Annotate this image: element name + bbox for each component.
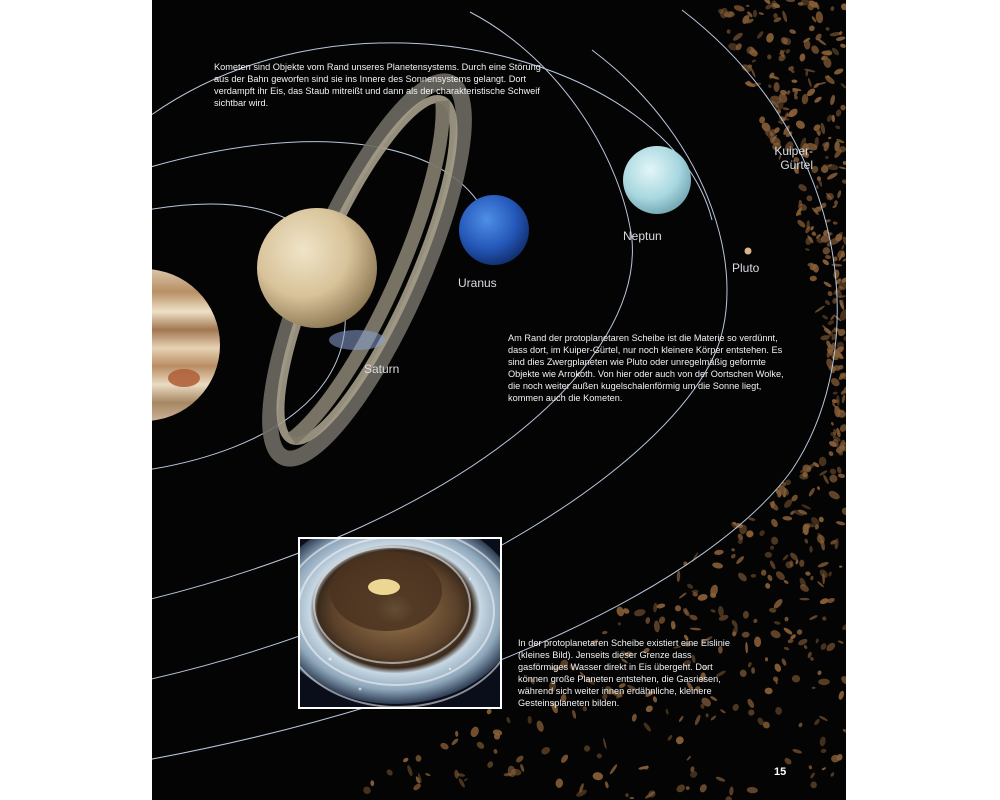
kuiper-rock [836,520,846,526]
kuiper-rock [748,709,755,716]
kuiper-rock [742,631,750,637]
kuiper-rock [838,690,845,700]
kuiper-rock [464,778,469,782]
kuiper-rock [783,626,794,635]
kuiper-rock [773,663,782,673]
kuiper-rock [831,422,835,426]
kuiper-rock [792,748,803,754]
kuiper-rock [817,561,829,569]
kuiper-rock [827,489,841,501]
kuiper-rock [812,687,816,689]
pluto-planet [745,248,752,255]
kuiper-rock [527,716,532,724]
kuiper-rock [758,12,764,16]
kuiper-rock [412,782,422,791]
kuiper-rock [825,254,832,259]
comets-paragraph: Kometen sind Objekte vom Rand unseres Planetensystems. Durch eine Störung aus der Bahn geworfen sind sie ins Innere des Sonnensystems gelangt. Dort verdampft ihr Eis, das Staub mitreißt und dann als der charakteristische Schweif sichtbar wird. [214,62,541,108]
kuiper-rock [676,570,680,582]
kuiper-rock [645,617,651,624]
kuiper-rock [772,676,779,683]
kuiper-rock [833,269,840,279]
kuiper-rock [745,642,748,654]
book-page [152,0,846,800]
kuiper-rock [782,516,792,521]
kuiper-label-line1: Kuiper- [774,144,813,158]
kuiper-rock [799,53,806,62]
kuiper-rock [833,67,844,76]
kuiper-rock [818,516,824,523]
kuiper-rock [839,565,842,567]
kuiper-rock [475,740,485,750]
kuiper-rock [726,29,730,34]
kuiper-rock [829,467,837,475]
kuiper-rock [809,614,818,621]
saturn-planet [234,61,499,479]
kuiper-rock [675,783,687,794]
kuiper-rock [813,718,820,726]
kuiper-rock [834,538,839,549]
kuiper-rock [783,757,792,766]
kuiper-rock [758,529,766,537]
kuiper-rock [710,609,716,614]
kuiper-rock [828,450,835,457]
kuiper-rock [743,611,750,619]
kuiper-rock [690,627,702,630]
kuiper-rock [828,473,839,484]
kuiper-rock [730,553,737,559]
kuiper-rock [766,574,773,582]
kuiper-rock [791,79,797,83]
neptune-label: Neptun [623,229,662,243]
kuiper-rock [617,622,621,626]
kuiper-rock [736,571,748,583]
jupiter-planet [152,269,220,421]
kuiper-rock [540,745,551,755]
kuiper-rock [729,786,734,796]
kuiper-rock [818,715,828,722]
kuiper-rock [560,753,570,764]
kuiper-rock [764,582,771,589]
page-number: 15 [774,766,787,778]
kuiper-rock [819,642,827,651]
kuiper-rock [825,155,830,159]
kuiper-rock [604,781,609,789]
kuiper-rock [486,760,494,769]
kuiper-rock [819,457,827,467]
kuiper-rock [841,394,846,403]
kuiper-rock [840,2,846,11]
kuiper-rock [685,785,690,790]
neptune-planet [623,146,691,214]
kuiper-rock [753,10,757,18]
kuiper-rock [810,576,814,581]
kuiper-rock [720,709,727,714]
kuiper-rock [789,28,797,34]
kuiper-rock [735,555,745,565]
kuiper-rock [609,764,618,776]
kuiper-rock [808,765,812,770]
kuiper-rock [826,171,838,181]
kuiper-rock [842,728,846,733]
kuiper-rock [615,606,625,618]
kuiper-rock [840,82,846,89]
uranus-label: Uranus [458,276,497,290]
kuiper-rock [748,517,756,522]
kuiper-label-line2: Gürtel [780,158,813,172]
kuiper-rock [810,276,818,282]
kuiper-rock [746,5,750,7]
kuiper-rock [805,571,811,576]
kuiper-rock [817,38,827,46]
kuiper-rock [764,552,772,559]
kuiper-rock [656,603,666,609]
kuiper-rock [706,713,709,717]
kuiper-rock [820,748,826,753]
kuiper-rock [804,68,816,73]
kuiper-rock [835,36,845,42]
kuiper-rock [819,597,829,605]
kuiper-rock [799,560,804,568]
kuiper-rock [506,717,511,724]
kuiper-rock [715,776,726,783]
kuiper-rock [821,616,827,622]
kuiper-rock [803,644,808,649]
kuiper-rock [698,783,708,794]
kuiper-rock [843,336,846,341]
kuiper-rock [686,755,692,761]
kuiper-rock [825,641,837,653]
kuiper-rock [486,708,493,715]
kuiper-rock [769,545,774,551]
kuiper-rock [765,657,768,661]
kuiper-rock [801,504,812,511]
kuiper-rock [831,115,835,123]
kuiper-rock [751,59,756,63]
kuiper-rock [837,190,842,199]
kuiper-rock [837,640,844,645]
kuiper-rock [731,626,739,638]
kuiper-rock [425,772,431,776]
kuiper-rock [821,246,831,256]
kuiper-rock [809,772,815,780]
kuiper-rock [807,78,812,88]
kuiper-rock [808,24,816,32]
kuiper-rock [781,658,788,667]
kuiper-belt-paragraph: Am Rand der protoplanetaren Scheibe ist die Materie so verdünnt, dass dort, im Kuiper-Gürtel, nur noch kleinere Körper entstehen. Es sind dies Zwergplaneten wie Pluto oder unregelmäßig geformte Objekte wie Arrokoth. Von hier oder auch von der Oortschen Wolke, die noch weiter außen kugelschalenförmig um die Sonne liegt, kommen auch die Kometen. [508,333,784,403]
kuiper-rock [731,548,735,552]
kuiper-rock [710,715,717,721]
kuiper-rock [783,579,789,584]
kuiper-rock [840,104,846,110]
kuiper-rock [535,720,545,733]
kuiper-rock [769,560,777,570]
kuiper-rock [767,84,772,89]
kuiper-rock [819,736,826,747]
kuiper-rock [830,314,836,321]
saturn-label: Saturn [364,362,400,376]
kuiper-rock [753,618,759,624]
kuiper-rock [665,708,669,715]
kuiper-rock [798,722,803,728]
kuiper-rock [842,161,846,166]
kuiper-rock [458,777,466,788]
kuiper-rock [451,738,460,747]
kuiper-rock [813,96,822,104]
kuiper-rock [694,714,702,726]
kuiper-rock [642,722,652,733]
kuiper-rock [733,4,745,12]
protoplanetary-disc-inset-image [298,537,502,709]
kuiper-rock [842,179,846,185]
kuiper-rock [816,486,820,491]
kuiper-rock [831,46,841,56]
kuiper-rock [774,570,786,582]
kuiper-rock [667,734,674,741]
kuiper-rock [746,698,755,709]
kuiper-rock [784,617,788,622]
kuiper-belt-label [771,144,813,172]
kuiper-rock [815,638,819,643]
kuiper-rock [835,125,841,130]
kuiper-rock [794,119,806,131]
kuiper-rock [454,770,459,779]
ice-line-paragraph: In der protoplanetaren Scheibe existiert eine Eislinie (kleines Bild). Jenseits dieser Grenze dass gasförmiges Wasser direkt in Eis übergeht. Dort können große Planeten entstehen, die Gasriesen, während sich weiter innen erdähnliche, kleinere Gesteinsplaneten bilden. [518,638,730,708]
kuiper-rock [840,506,846,517]
kuiper-rock [629,797,634,799]
kuiper-rock [455,731,459,737]
pluto-label: Pluto [732,261,760,275]
kuiper-rock [691,590,698,593]
kuiper-rock [797,183,808,193]
kuiper-rock [761,569,767,576]
kuiper-rock [775,707,783,716]
kuiper-rock [835,109,842,117]
kuiper-rock [831,263,842,267]
kuiper-rock [406,765,413,777]
kuiper-rock [774,82,780,92]
kuiper-rock [773,13,778,19]
kuiper-rock [785,0,795,2]
kuiper-rock [439,742,450,751]
kuiper-rock [730,619,738,628]
kuiper-rock [783,646,789,651]
kuiper-rock [674,735,685,746]
kuiper-rock [770,518,779,529]
kuiper-rock [833,221,838,225]
kuiper-rock [765,32,775,44]
kuiper-rock [772,598,784,610]
kuiper-rock [830,6,835,12]
kuiper-rock [633,608,646,617]
kuiper-rock [756,30,765,39]
kuiper-rock [818,678,830,685]
kuiper-rock [674,605,681,612]
kuiper-rock [809,546,813,553]
kuiper-rock [596,753,602,759]
kuiper-rock [770,536,779,546]
kuiper-rock [804,538,809,544]
kuiper-rock [840,43,846,49]
kuiper-rock [840,674,846,686]
kuiper-rock [751,667,755,674]
kuiper-rock [827,290,834,297]
kuiper-rock [824,74,837,86]
kuiper-rock [841,623,846,631]
kuiper-rock [821,767,826,771]
kuiper-rock [751,574,757,578]
kuiper-rock [825,27,830,32]
kuiper-rock [754,636,761,647]
kuiper-rock [774,621,781,626]
kuiper-rock [385,768,393,776]
kuiper-rock [678,715,684,722]
kuiper-rock [830,772,835,778]
kuiper-rock [797,637,808,646]
kuiper-rock [829,94,836,105]
kuiper-rock [689,770,699,780]
kuiper-rock [493,749,498,755]
kuiper-rock [827,319,835,326]
kuiper-rock [823,281,832,289]
kuiper-rock [824,299,831,306]
kuiper-rock [602,738,607,750]
kuiper-rock [781,10,788,22]
kuiper-rock [816,185,819,189]
kuiper-rock [555,778,563,788]
kuiper-rock [796,628,803,635]
kuiper-rock [415,755,421,762]
kuiper-rock [815,11,824,24]
kuiper-rock [725,796,732,800]
kuiper-rock [602,631,608,635]
kuiper-rock [402,757,409,763]
kuiper-rock [836,466,842,474]
kuiper-rock [769,629,782,640]
uranus-planet [459,195,529,265]
kuiper-rock [785,48,791,54]
kuiper-rock [740,63,753,73]
kuiper-rock [805,248,810,252]
kuiper-rock [571,709,577,719]
kuiper-rock [842,258,846,262]
kuiper-rock [515,754,525,764]
kuiper-rock [686,583,694,590]
kuiper-rock [822,258,831,266]
kuiper-rock [746,787,758,794]
kuiper-rock [828,136,832,139]
kuiper-rock [841,245,845,250]
kuiper-rock [838,473,846,479]
kuiper-rock [822,474,830,485]
kuiper-rock [689,614,699,622]
kuiper-rock [838,166,846,170]
kuiper-rock [810,44,821,55]
kuiper-rock [747,661,752,667]
kuiper-rock [817,670,822,676]
kuiper-rock [739,669,747,678]
kuiper-rock [625,793,629,797]
kuiper-rock [810,781,818,789]
kuiper-rock [792,675,801,683]
kuiper-rock [712,562,724,570]
kuiper-rock [717,606,724,617]
kuiper-rock [834,200,838,205]
kuiper-rock [583,745,590,752]
kuiper-rock [370,780,374,786]
kuiper-rock [787,638,794,643]
kuiper-rock [828,571,833,577]
kuiper-rock [782,107,789,111]
kuiper-rock [765,688,773,695]
kuiper-rock [631,713,637,722]
kuiper-rock [469,725,480,738]
kuiper-rock [592,772,603,781]
kuiper-rock [796,218,807,228]
kuiper-rock [833,391,838,395]
kuiper-rock [805,194,813,202]
kuiper-rock [678,592,687,599]
kuiper-rock [808,487,816,497]
kuiper-rock [782,554,789,561]
kuiper-rock [714,549,724,555]
kuiper-rock [814,305,825,314]
kuiper-rock [362,785,372,795]
kuiper-rock [732,31,744,42]
kuiper-rock [697,593,708,602]
kuiper-rock [767,54,772,59]
kuiper-rock [821,314,828,320]
kuiper-rock [799,598,809,601]
